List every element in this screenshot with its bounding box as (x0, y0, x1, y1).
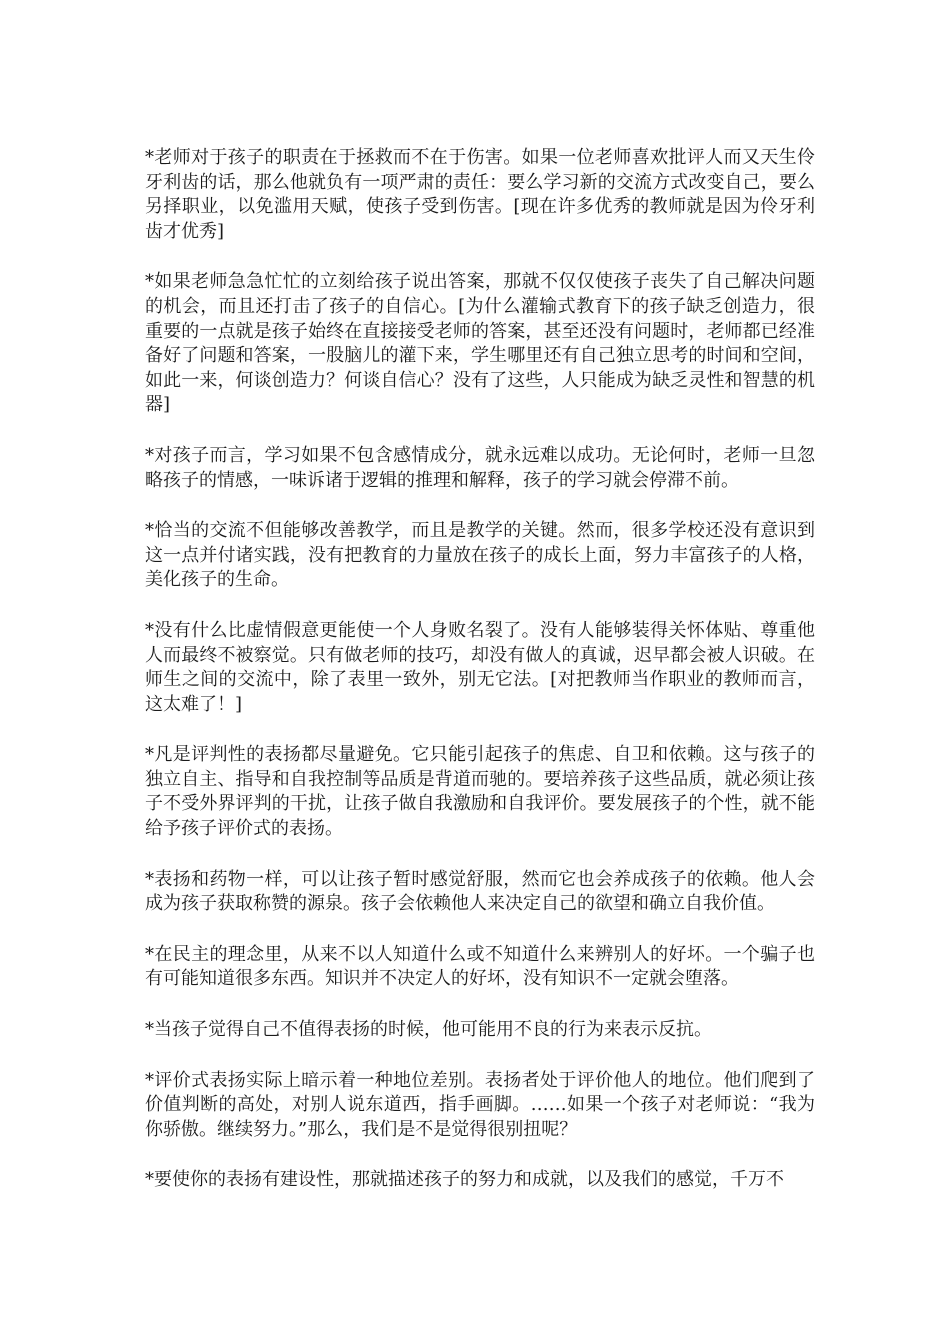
paragraph: *在民主的理念里，从来不以人知道什么或不知道什么来辨别人的好坏。一个骗子也有可能知道很多东西。知识并不决定人的好坏，没有知识不一定就会堕落。 (145, 943, 815, 990)
paragraph: *老师对于孩子的职责在于拯救而不在于伤害。如果一位老师喜欢批评人而又天生伶牙利齿的话，那么他就负有一项严肃的责任：要么学习新的交流方式改变自己，要么另择职业，以免滥用天赋，使孩子受到伤害。[现在许多优秀的教师就是因为伶牙利齿才优秀] (145, 147, 815, 242)
document-body (145, 146, 815, 1219)
paragraph: *要使你的表扬有建设性，那就描述孩子的努力和成就，以及我们的感觉，千万不 (145, 1169, 784, 1191)
paragraph: *当孩子觉得自己不值得表扬的时候，他可能用不良的行为来表示反抗。 (145, 1019, 712, 1041)
paragraph: *如果老师急急忙忙的立刻给孩子说出答案，那就不仅仅使孩子丧失了自己解决问题的机会，而且还打击了孩子的自信心。[为什么灌输式教育下的孩子缺乏创造力，很重要的一点就是孩子始终在直接接受老师的答案，甚至还没有问题时，老师都已经准备好了问题和答案，一股脑儿的灌下来，学生哪里还有自己独立思考的时间和空间，如此一来，何谈创造力？何谈自信心？没有了这些，人只能成为缺乏灵性和智慧的机器] (145, 271, 815, 416)
paragraph: *表扬和药物一样，可以让孩子暂时感觉舒服，然而它也会养成孩子的依赖。他人会成为孩子获取称赞的源泉。孩子会依赖他人来决定自己的欲望和确立自我价值。 (145, 868, 815, 915)
paragraph: *评价式表扬实际上暗示着一种地位差别。表扬者处于评价他人的地位。他们爬到了价值判断的高处，对别人说东道西，指手画脚。……如果一个孩子对老师说：“我为你骄傲。继续努力。”那么，我们是不是觉得很别扭呢？ (145, 1069, 815, 1140)
paragraph: *没有什么比虚情假意更能使一个人身败名裂了。没有人能够装得关怀体贴、尊重他人而最终不被察觉。只有做老师的技巧，却没有做人的真诚，迟早都会被人识破。在师生之间的交流中，除了表里一致外，别无它法。[对把教师当作职业的教师而言，这太难了！] (145, 619, 815, 715)
paragraph: *恰当的交流不但能够改善教学，而且是教学的关键。然而，很多学校还没有意识到这一点并付诸实践，没有把教育的力量放在孩子的成长上面，努力丰富孩子的人格，美化孩子的生命。 (145, 520, 815, 591)
paragraph: *对孩子而言，学习如果不包含感情成分，就永远难以成功。无论何时，老师一旦忽略孩子的情感，一味诉诸于逻辑的推理和解释，孩子的学习就会停滞不前。 (145, 444, 815, 491)
paragraph: *凡是评判性的表扬都尽量避免。它只能引起孩子的焦虑、自卫和依赖。这与孩子的独立自主、指导和自我控制等品质是背道而驰的。要培养孩子这些品质，就必须让孩子不受外界评判的干扰，让孩子做自我激励和自我评价。要发展孩子的个性，就不能给予孩子评价式的表扬。 (145, 744, 815, 840)
